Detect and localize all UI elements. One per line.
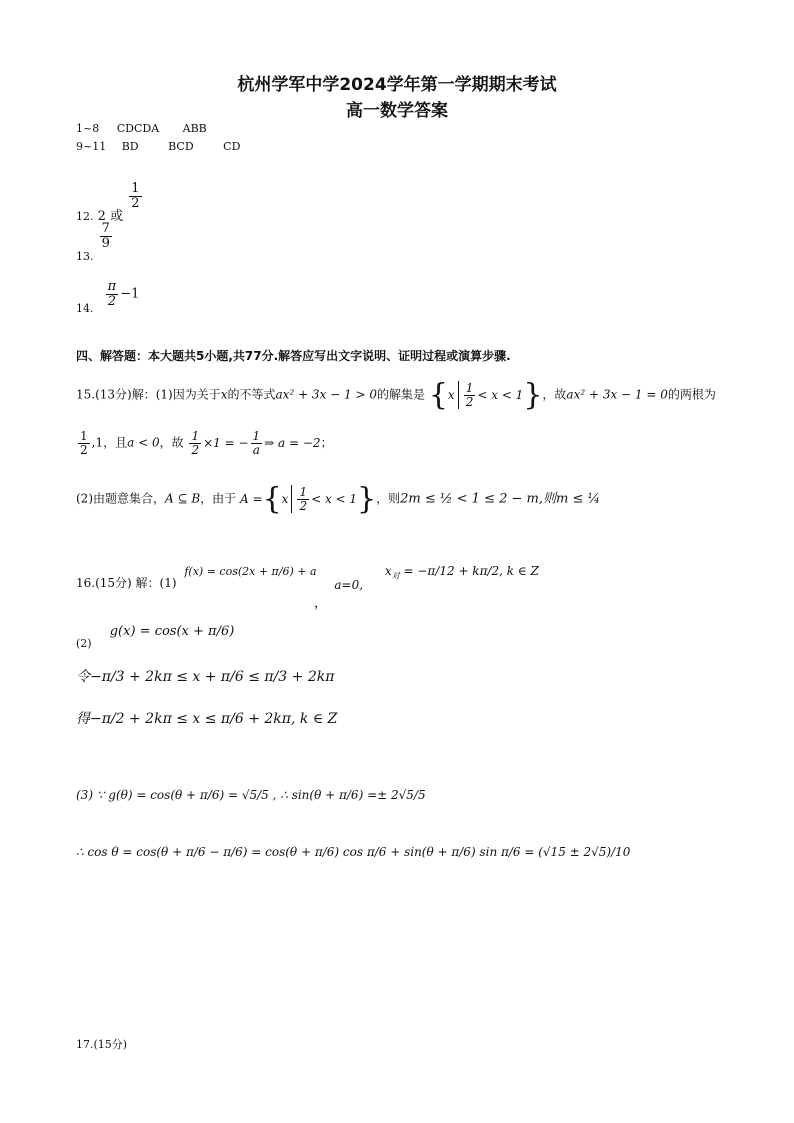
fraction: $\frac{7}{9}$ — [101, 221, 110, 251]
q15-line-1: 15.(13分)解：(1)因为关于x的不等式ax² + 3x − 1 > 0的解集是 {x $\frac{1}{2}$ < x < 1}，故ax² + 3x − 1 = 0的两根为 — [76, 377, 716, 412]
section-heading: 四、解答题：本大题共5小题,共77分.解答应写出文字说明、证明过程或演算步骤. — [76, 349, 511, 363]
answer-12: $_{12.}$ 2 或 $\frac{1}{2}$ — [76, 181, 140, 224]
q17-label: 17.(15分) — [76, 1038, 128, 1051]
set-A: A ={x $\frac{1}{2}$ < x < 1} — [240, 481, 377, 516]
q15-line-3: (2)由题意集合，A ⊆ B，由于 A ={x $\frac{1}{2}$ < x < 1}，则2m ≤ ½ < 1 ≤ 2 − m,则m ≤ ¼ — [76, 481, 601, 516]
q15-line-2: $\frac{1}{2}$ ,1，且a < 0，故 $\frac{1}{2}$ ×1 = − $\frac{1}{a}$ ⇒ a = −2； — [80, 429, 333, 457]
answer-13: $_{13.}$ $\frac{7}{9}$ — [76, 221, 110, 263]
choice-range: 9~11 — [76, 140, 107, 153]
fraction: $\frac{1}{2}$ — [131, 181, 140, 211]
choice-answers-c: CD — [223, 140, 241, 153]
page-title: 杭州学军中学2024学年第一学期期末考试 — [237, 75, 557, 95]
choice-range: 1~8 — [76, 122, 100, 135]
q16-line-1: 16.(15分) 解：(1) f(x) = cos(2x + π/6) + a a=0, $x_对 = -\pi/12 + k\pi/2$, k ∈ Z — [76, 564, 539, 592]
q16-line-3: 令−π/3 + 2kπ ≤ x + π/6 ≤ π/3 + 2kπ — [76, 669, 335, 685]
choice-answers-a: CDCDA — [116, 122, 160, 135]
choice-row-2 — [76, 140, 240, 153]
answer-14: $_{14.}$ $\frac{\pi}{2}$ −1 — [76, 279, 140, 315]
choice-row-1 — [76, 122, 207, 135]
q16-comma: ， — [314, 596, 328, 611]
choice-answers-b: BCD — [168, 140, 194, 153]
q16-line-6: ∴ cos θ = cos(θ + π/6 − π/6) = cos(θ + π/6) cos π/6 + sin(θ + π/6) sin π/6 = (√15 ± 2√5)/10 — [76, 845, 631, 859]
q16-line-5: (3) ∵ g(θ) = cos(θ + π/6) = √5/5 , ∴ sin(θ + π/6) =± 2√5/5 — [76, 788, 426, 802]
fraction: $\frac{\pi}{2}$ — [107, 279, 117, 309]
solution-set: {x $\frac{1}{2}$ < x < 1} — [428, 377, 543, 412]
q16-line-2: $_{(2)}$ g(x) = cos(x + π/6) — [76, 624, 235, 650]
q16-line-4: 得−π/2 + 2kπ ≤ x ≤ π/6 + 2kπ, k ∈ Z — [76, 711, 338, 727]
choice-answers-a: BD — [121, 140, 139, 153]
choice-answers-b: ABB — [182, 122, 207, 135]
page-subtitle: 高一数学答案 — [346, 101, 448, 121]
